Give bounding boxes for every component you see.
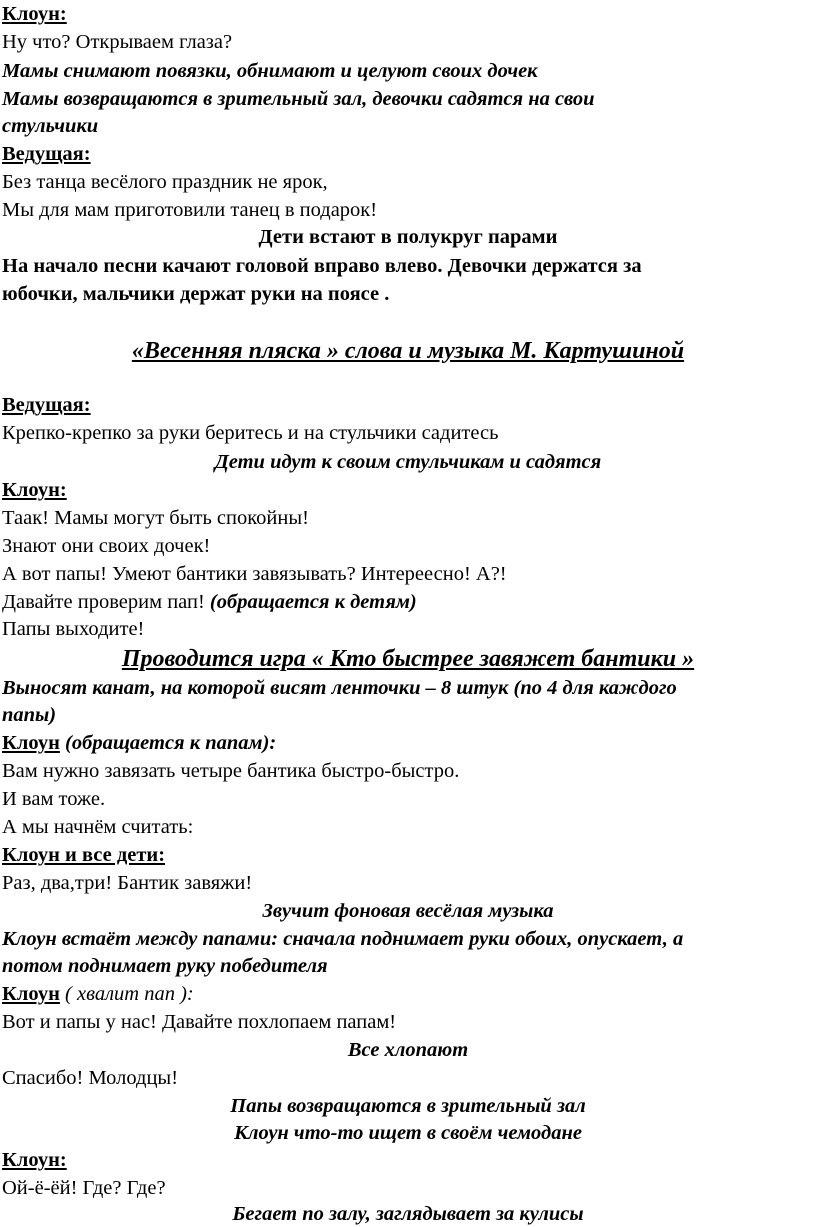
inline-direction: ( хвалит пап ): — [65, 983, 194, 1005]
dialogue-line: Ну что? Открываем глаза? — [2, 31, 233, 53]
speaker-host: Ведущая: — [2, 143, 91, 165]
game-title: Проводится игра « Кто быстрее завяжет бантики » — [121, 646, 695, 672]
dialogue-line: Таак! Мамы могут быть спокойны! — [2, 507, 309, 529]
dialogue-line: И вам тоже. — [2, 788, 106, 810]
dialogue-line-with-direction — [2, 590, 417, 614]
stage-direction: Выносят канат, на которой висят ленточки – 8 штук (по 4 для каждого — [2, 677, 677, 699]
stage-direction-centered: Все хлопают — [347, 1039, 469, 1061]
dialogue-line: Крепко-крепко за руки беритесь и на стульчики садитесь — [2, 422, 499, 444]
dialogue-line: Раз, два,три! Бантик завяжи! — [2, 872, 253, 894]
stage-direction: Клоун встаёт между папами: сначала поднимает руки обоих, опускает, а — [2, 928, 684, 950]
speaker-clown: Клоун: — [2, 1149, 67, 1171]
stage-direction-centered: Бегает по залу, заглядывает за кулисы — [232, 1203, 584, 1225]
dialogue-line: Вот и папы у нас! Давайте похлопаем папам! — [2, 1011, 397, 1033]
dialogue-line: А вот папы! Умеют бантики завязывать? Интереесно! А?! — [2, 563, 507, 585]
speaker-clown-and-children: Клоун и все дети: — [2, 844, 166, 866]
dialogue-line: Спасибо! Молодцы! — [2, 1067, 179, 1089]
stage-direction-centered: Папы возвращаются в зрительный зал — [230, 1095, 586, 1117]
dialogue-line: А мы начнём считать: — [2, 816, 194, 838]
speaker-clown: Клоун — [2, 732, 60, 754]
speaker-line — [2, 731, 276, 755]
speaker-host: Ведущая: — [2, 394, 91, 416]
stage-direction: Мамы снимают повязки, обнимают и целуют своих дочек — [2, 60, 538, 82]
stage-direction: Мамы возвращаются в зрительный зал, девочки садятся на свои — [2, 88, 595, 110]
dialogue-line: Без танца весёлого праздник не ярок, — [2, 171, 328, 193]
inline-direction: (обращается к папам): — [65, 732, 277, 754]
speaker-clown: Клоун — [2, 983, 60, 1005]
dialogue-line: Мы для мам приготовили танец в подарок! — [2, 199, 378, 221]
stage-direction-centered: Клоун что-то ищет в своём чемодане — [234, 1122, 582, 1144]
dialogue-line: Знают они своих дочек! — [2, 535, 211, 557]
stage-direction: папы) — [2, 704, 57, 726]
stage-direction-centered: Звучит фоновая весёлая музыка — [262, 900, 554, 922]
stage-direction-centered: Дети встают в полукруг парами — [258, 226, 558, 248]
stage-direction: потом поднимает руку победителя — [2, 955, 328, 977]
stage-direction: стульчики — [2, 115, 99, 137]
speaker-clown: Клоун: — [2, 479, 67, 501]
song-title: «Весенняя пляска » слова и музыка М. Картушиной — [131, 338, 685, 364]
stage-direction-centered: Дети идут к своим стульчикам и садятся — [214, 451, 602, 473]
dialogue-line: Вам нужно завязать четыре бантика быстро-быстро. — [2, 760, 460, 782]
speaker-line — [2, 982, 194, 1006]
stage-direction: На начало песни качают головой вправо влево. Девочки держатся за — [2, 255, 642, 277]
dialogue-line: Папы выходите! — [2, 618, 145, 640]
stage-direction: юбочки, мальчики держат руки на поясе . — [2, 283, 390, 305]
inline-direction: (обращается к детям) — [209, 591, 417, 613]
dialogue-line: Ой-ё-ёй! Где? Где? — [2, 1177, 166, 1199]
dialogue-text: Давайте проверим пап! — [2, 591, 205, 613]
speaker-clown: Клоун: — [2, 3, 67, 25]
